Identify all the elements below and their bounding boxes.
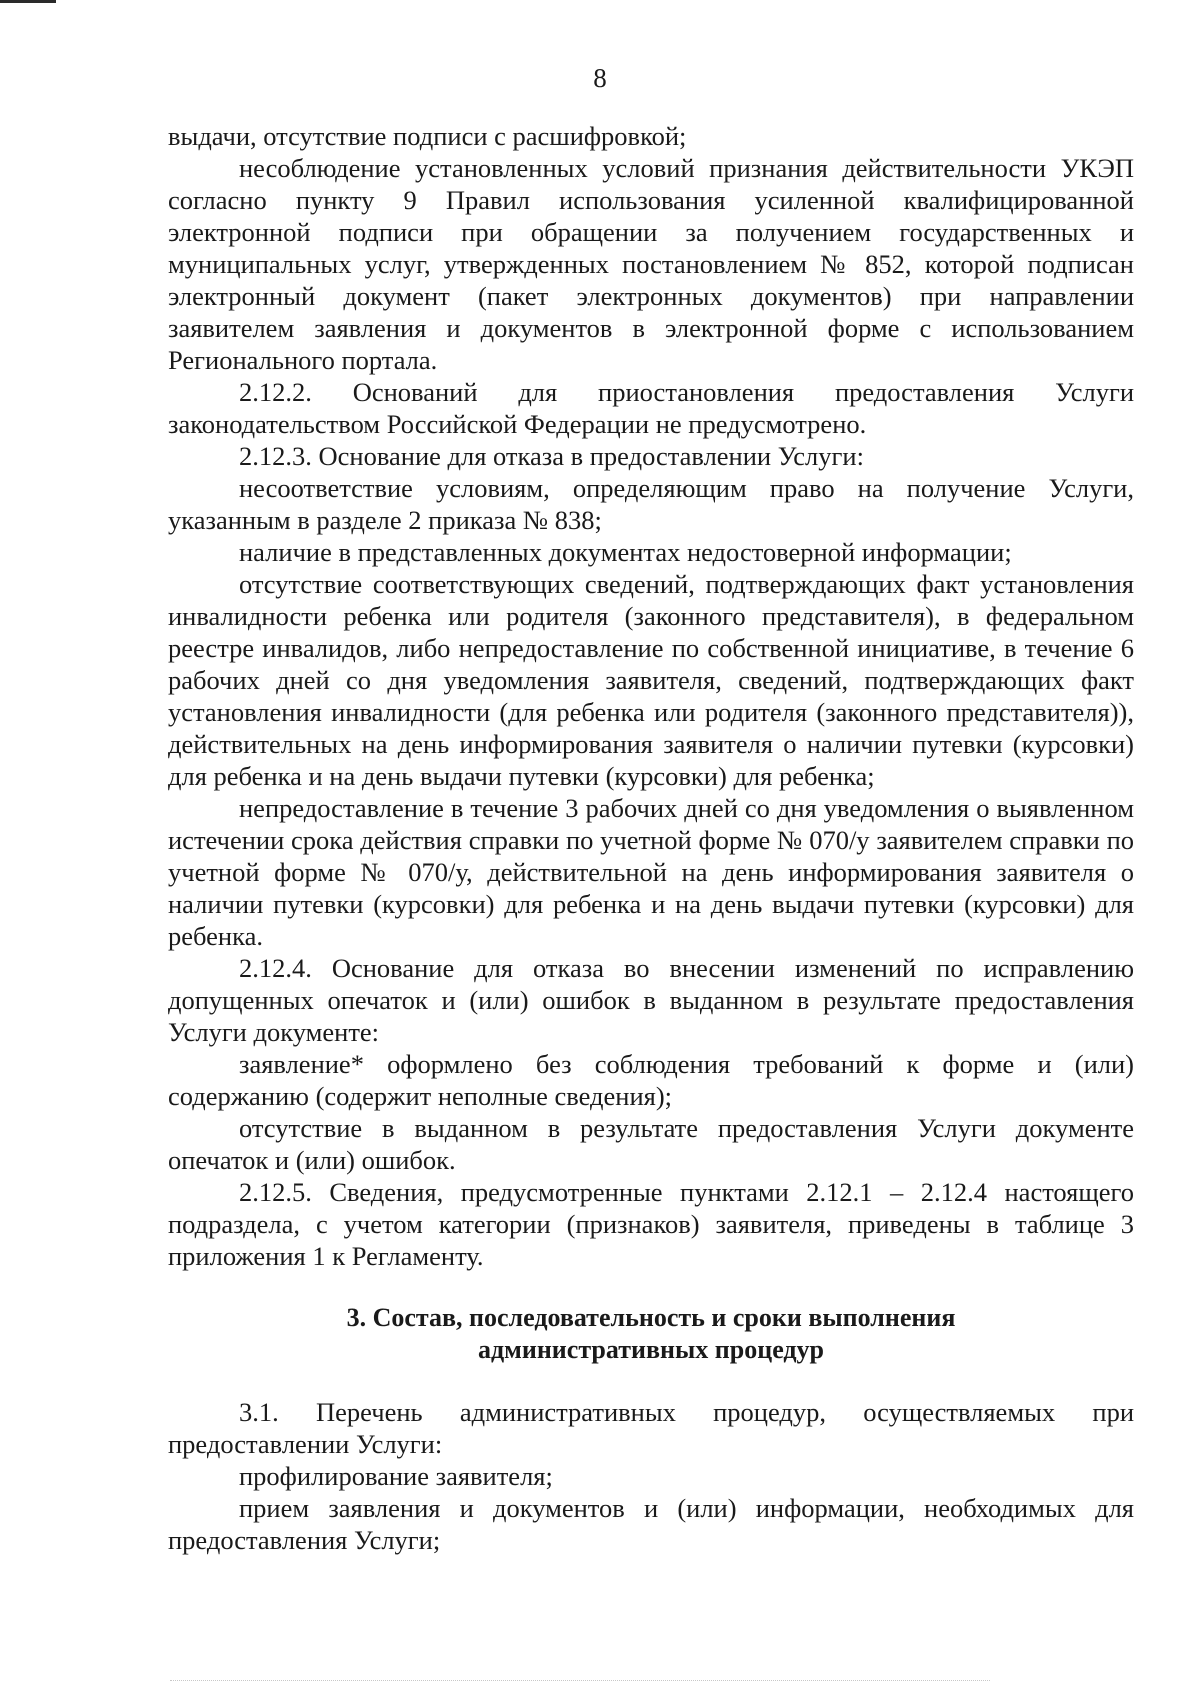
scan-artifact-line	[170, 1680, 990, 1682]
document-body	[168, 120, 1134, 1556]
section-heading-line-1: 3. Состав, последовательность и сроки выполнения	[346, 1303, 956, 1332]
paragraph-2-12-4: 2.12.4. Основание для отказа во внесении изменений по исправлению допущенных опечаток и (или) ошибок в выданном в результате предоставления Услуги документе:	[168, 953, 1134, 1047]
paragraph-no-errors: отсутствие в выданном в результате предоставления Услуги документе опечаток и (или) ошибок.	[168, 1113, 1134, 1175]
paragraph-application-form: заявление* оформлено без соблюдения требований к форме и (или) содержанию (содержит неполные сведения);	[168, 1049, 1134, 1111]
paragraph-disability-info: отсутствие соответствующих сведений, подтверждающих факт установления инвалидности ребенка или родителя (законного представителя), в федеральном реестре инвалидов, либо непредоставление по собственной инициативе, в течение 6 рабочих дней со дня уведомления заявителя, сведений, подтверждающих факт установления инвалидности (для ребенка или родителя (законного представителя)), действительных на день информирования заявителя о наличии путевки (курсовки) для ребенка и на день выдачи путевки (курсовки) для ребенка;	[168, 569, 1134, 791]
paragraph-signature-continuation: выдачи, отсутствие подписи с расшифровкой;	[168, 121, 687, 151]
paragraph-nonconformity: несоответствие условиям, определяющим право на получение Услуги, указанным в разделе 2 приказа № 838;	[168, 473, 1134, 535]
paragraph-2-12-2: 2.12.2. Оснований для приостановления предоставления Услуги законодательством Российской Федерации не предусмотрено.	[168, 377, 1134, 439]
paragraph-3-1: 3.1. Перечень административных процедур, осуществляемых при предоставлении Услуги:	[168, 1397, 1134, 1459]
paragraph-form-070: непредоставление в течение 3 рабочих дней со дня уведомления о выявленном истечении срока действия справки по учетной форме № 070/у заявителем справки по учетной форме № 070/у, действительной на день информирования заявителя о наличии путевки (курсовки) для ребенка и на день выдачи путевки (курсовки) для ребенка.	[168, 793, 1134, 951]
paragraph-ukep-conditions: несоблюдение установленных условий признания действительности УКЭП согласно пункту 9 Правил использования усиленной квалифицированной электронной подписи при обращении за получением государственных и муниципальных услуг, утвержденных постановлением № 852, которой подписан электронный документ (пакет электронных документов) при направлении заявителем заявления и документов в электронной форме с использованием Регионального портала.	[168, 153, 1134, 375]
paragraph-2-12-5: 2.12.5. Сведения, предусмотренные пунктами 2.12.1 – 2.12.4 настоящего подраздела, с учетом категории (признаков) заявителя, приведены в таблице 3 приложения 1 к Регламенту.	[168, 1177, 1134, 1271]
scan-corner-mark	[0, 0, 56, 3]
paragraph-false-info: наличие в представленных документах недостоверной информации;	[239, 537, 1012, 567]
paragraph-intake: прием заявления и документов и (или) информации, необходимых для предоставления Услуги;	[168, 1493, 1134, 1555]
section-heading-line-2: административных процедур	[477, 1335, 825, 1364]
paragraph-profiling: профилирование заявителя;	[239, 1461, 553, 1491]
paragraph-2-12-3: 2.12.3. Основание для отказа в предоставлении Услуги:	[239, 441, 864, 471]
page-number: 8	[593, 63, 607, 93]
